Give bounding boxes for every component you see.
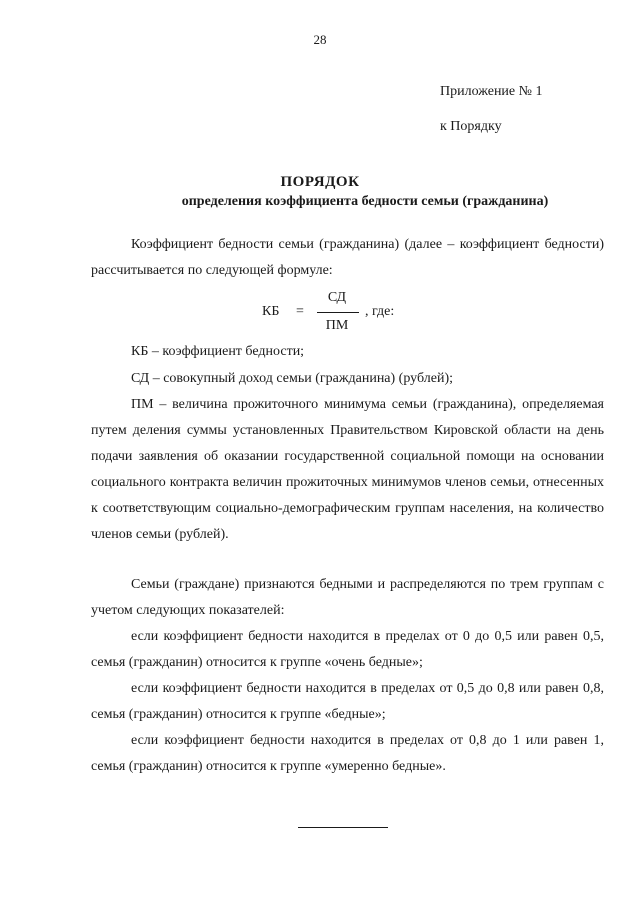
formula-suffix: , где: bbox=[365, 304, 395, 319]
fraction-bar bbox=[317, 312, 359, 313]
page-number: 28 bbox=[313, 32, 327, 47]
document-title: ПОРЯДОК bbox=[280, 174, 360, 190]
group-very-poor: если коэффициент бедности находится в пределах от 0 до 0,5 или равен 0,5, семья (гражданин) относится к группе «очень бедные»; bbox=[91, 629, 604, 670]
document-subtitle: определения коэффициента бедности семьи (гражданина) bbox=[181, 194, 549, 209]
group-moderately-poor: если коэффициент бедности находится в пределах от 0,8 до 1 или равен 1, семья (гражданин) относится к группе «умеренно бедные». bbox=[91, 733, 604, 774]
groups-intro-paragraph: Семьи (граждане) признаются бедными и распределяются по трем группам с учетом следующих показателей: bbox=[91, 577, 604, 618]
group-poor: если коэффициент бедности находится в пределах от 0,5 до 0,8 или равен 0,8, семья (гражданин) относится к группе «бедные»; bbox=[91, 681, 604, 722]
formula-lhs: КБ bbox=[262, 304, 280, 319]
definition-kb: КБ – коэффициент бедности; bbox=[131, 344, 305, 359]
formula-numerator: СД bbox=[327, 290, 347, 305]
appendix-reference: к Порядку bbox=[440, 119, 502, 134]
poverty-formula bbox=[262, 290, 422, 338]
formula-equals: = bbox=[296, 304, 304, 319]
definition-sd: СД – совокупный доход семьи (гражданина) (рублей); bbox=[131, 371, 453, 386]
formula-denominator: ПМ bbox=[325, 318, 349, 333]
intro-paragraph: Коэффициент бедности семьи (гражданина) (далее – коэффициент бедности) рассчитывается по следующей формуле: bbox=[91, 237, 604, 278]
end-divider bbox=[298, 827, 388, 828]
definition-pm: ПМ – величина прожиточного минимума семьи (гражданина), определяемая путем деления суммы установленных Правительством Кировской области на день подачи заявления об оказании государственной социальной помощи на основании социального контракта величин прожиточных минимумов членов семьи, отнесенных к соответствующим социально-демографическим группам населения, на количество членов семьи (рублей). bbox=[91, 397, 604, 542]
appendix-label: Приложение № 1 bbox=[440, 84, 543, 99]
